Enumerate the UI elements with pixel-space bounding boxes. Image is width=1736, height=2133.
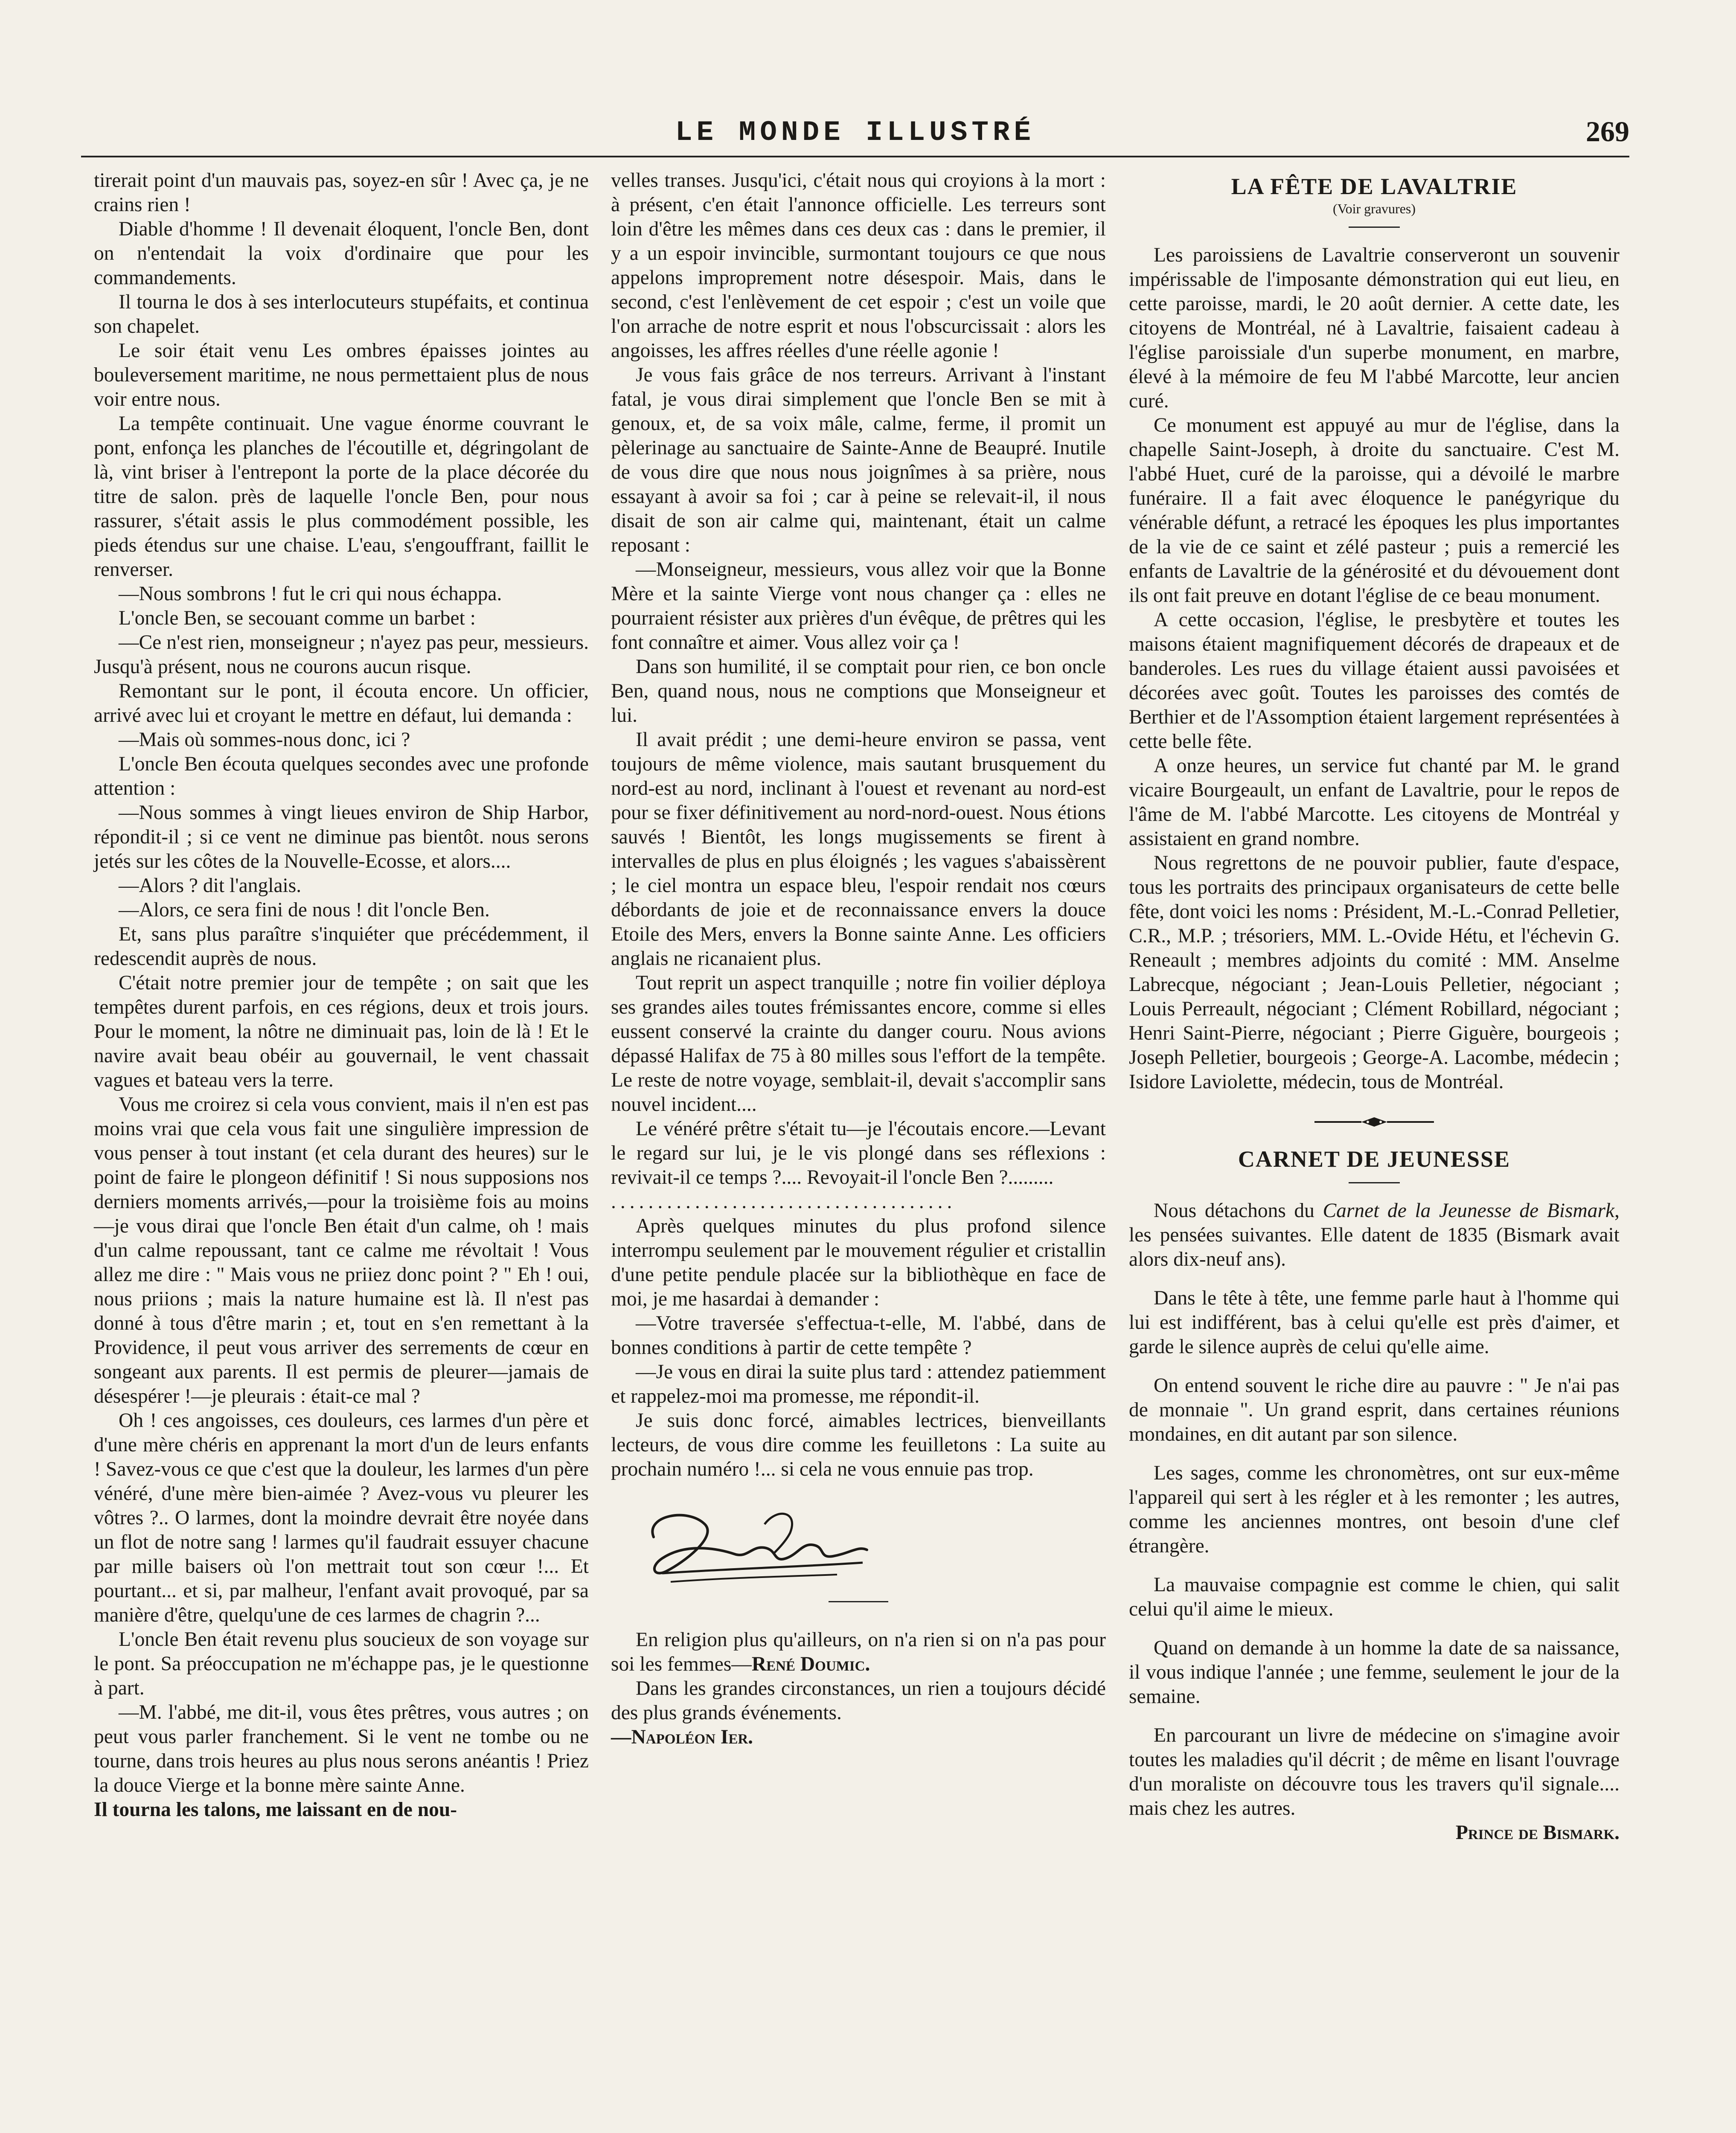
paragraph: La tempête continuait. Une vague énorme couvrant le pont, enfonça les planches de l'écoutille et, dégringolant de là, vint briser à l'entrepont la porte de la place décorée du titre de salon. près de laquelle l'oncle Ben, pour nous rassurer, s'était assis le plus commodément possible, les pieds étendus sur une chaise. L'eau, s'engouffrant, faillit le renverser. bbox=[94, 413, 589, 581]
column-1-last-line: Il tourna les talons, me laissant en de nou- bbox=[94, 1799, 457, 1821]
article-heading-lavaltrie: LA FÊTE DE LAVALTRIE bbox=[1231, 174, 1518, 199]
paragraph: Je suis donc forcé, aimables lectrices, bienveillants lecteurs, de vous dire comme les feuilletons : La suite au prochain numéro !... si cela ne vous ennuie pas trop. bbox=[611, 1409, 1106, 1480]
publication-title: LE MONDE ILLUSTRÉ bbox=[675, 116, 1035, 148]
column-3 bbox=[1129, 169, 1620, 1845]
paragraph: Les paroissiens de Lavaltrie conserveront un souvenir impérissable de l'imposante démonstration qui eut lieu, en cette paroisse, mardi, le 20 août dernier. A cette date, les citoyens de Montréal, né à Lavaltrie, faisaient cadeau à l'église paroissiale d'un superbe monument, en marbre, élevé à la mémoire de feu M l'abbé Marcotte, leur ancien curé. bbox=[1129, 244, 1620, 412]
column-2 bbox=[611, 169, 1106, 1749]
paragraph: Dans son humilité, il se comptait pour rien, ce bon oncle Ben, quand nous, nous ne comptions que Monseigneur et lui. bbox=[611, 656, 1106, 726]
paragraph: Il avait prédit ; une demi-heure environ se passa, vent toujours de même violence, mais sautant brusquement du nord-est au nord, inclinant à l'ouest et revenant au nord-est pour se fixer définitivement au nord-nord-ouest. Nous étions sauvés ! Bientôt, les longs mugissements se firent à intervalles de plus en plus éloignés ; les vagues s'abaissèrent ; le ciel montra un espace bleu, l'espoir rendait nos cœurs débordants de joie et de reconnaissance envers la douce Etoile des Mers, envers la Bonne sainte Anne. Les officiers anglais ne ricanaient plus. bbox=[611, 729, 1106, 970]
quote-doumic bbox=[611, 1628, 1106, 1677]
paragraph: —Nous sommes à vingt lieues environ de Ship Harbor, répondit-il ; si ce vent ne diminue pas bientôt. nous serons jetés sur les côtes de la Nouvelle-Ecosse, et alors.... bbox=[94, 802, 589, 872]
quote-napoleon bbox=[611, 1677, 1106, 1725]
page-number: 269 bbox=[1586, 115, 1629, 148]
bismark-thoughts bbox=[1129, 1286, 1620, 1821]
masthead bbox=[81, 109, 1629, 157]
article-subheading: (Voir gravures) bbox=[1332, 201, 1416, 216]
paragraph: A onze heures, un service fut chanté par M. le grand vicaire Bourgeault, un enfant de Lavaltrie, pour le repos de l'âme de M. l'abbé Marcotte. Les citoyens de Montréal y assistaient en grand nombre. bbox=[1129, 755, 1620, 850]
thought-item: En parcourant un livre de médecine on s'imagine avoir toutes les maladies qu'il décrit ; de même en lisant l'ouvrage d'un moraliste on découvre tous les travers qu'il signale.... mais chez les autres. bbox=[1129, 1724, 1620, 1819]
quote-doumic-author: René Doumic. bbox=[751, 1653, 870, 1675]
paragraph: Oh ! ces angoisses, ces douleurs, ces larmes d'un père et d'une mère chéris en apprenant la mort d'un de leurs enfants ! Savez-vous ce que c'est que la douleur, les larmes d'un père vénéré, d'une mère bien-aimée ? Avez-vous vu pleurer les vôtres ?.. O larmes, dont la moindre devrait être noyée dans un flot de notre sang ! larmes qu'il faudrait essuyer chacune par mille baisers où l'on mettrait tout son cœur !... Et pourtant... et si, par malheur, l'enfant avait provoqué, par sa manière d'être, quelqu'une de ces larmes de chagrin ?... bbox=[94, 1409, 589, 1626]
paragraph: —M. l'abbé, me dit-il, vous êtes prêtres, vous autres ; on peut vous parler franchement. Si le vent ne tombe ou ne tourne, dans trois heures au plus nous serons anéantis ! Priez la douce Vierge et la bonne mère sainte Anne. bbox=[94, 1701, 589, 1796]
column-2-text bbox=[611, 169, 1106, 1190]
paragraph: Nous regrettons de ne pouvoir publier, faute d'espace, tous les portraits des principaux organisateurs de cette belle fête, dont voici les noms : Président, M.-L.-Conrad Pelletier, C.R., M.P. ; trésoriers, MM. L.-Ovide Hétu, et l'échevin G. Reneault ; membres adjoints du comité : MM. Anselme Labrecque, négociant ; Jean-Louis Pelletier, négociant ; Louis Perreault, négociant ; Clément Robillard, négociant ; Henri Saint-Pierre, négociant ; Pierre Giguère, bourgeois ; Joseph Pelletier, bourgeois ; George-A. Lacombe, médecin ; Isidore Laviolette, médecin, tous de Montréal. bbox=[1129, 852, 1620, 1093]
quote-napoleon-author: —Napoléon Ier. bbox=[611, 1726, 753, 1748]
carnet-intro-title: Carnet de la Jeunesse de Bismark bbox=[1323, 1200, 1615, 1222]
paragraph: Je vous fais grâce de nos terreurs. Arrivant à l'instant fatal, je vous dirai simplement que l'oncle Ben se mit à genoux, et, de sa voix mâle, calme, ferme, il promit un pèlerinage au sanctuaire de Sainte-Anne de Beaupré. Inutile de vous dire que nous nous joignîmes à sa prière, nous essayant à avoir sa foi ; car à peine se relevait-il, il nous disait de son air calme qui, maintenant, était un calme reposant : bbox=[611, 364, 1106, 556]
column-1-text bbox=[94, 169, 589, 1798]
carnet-intro bbox=[1129, 1199, 1620, 1272]
lavaltrie-article-text bbox=[1129, 243, 1620, 1094]
paragraph: —Je vous en dirai la suite plus tard : attendez patiemment et rappelez-moi ma promesse, me répondit-il. bbox=[611, 1361, 1106, 1407]
paragraph: L'oncle Ben écouta quelques secondes avec une profonde attention : bbox=[94, 753, 589, 799]
paragraph: L'oncle Ben, se secouant comme un barbet : bbox=[119, 607, 476, 629]
paragraph: Après quelques minutes du plus profond silence interrompu seulement par le mouvement régulier et cristallin d'une petite pendule placée sur la bibliothèque en face de moi, je me hasardai à demander : bbox=[611, 1215, 1106, 1310]
quote-napoleon-text: Dans les grandes circonstances, un rien a toujours décidé des plus grands événements. bbox=[611, 1677, 1106, 1724]
thought-item: Dans le tête à tête, une femme parle haut à l'homme qui lui est indifférent, bas à celui qu'elle est près d'aimer, et garde le silence auprès de celui qu'elle aime. bbox=[1129, 1287, 1620, 1358]
short-rule bbox=[1349, 1182, 1400, 1183]
paragraph: Le vénéré prêtre s'était tu—je l'écoutais encore.—Levant le regard sur lui, je le vis plongé dans ses réflexions : revivait-il ce temps ?.... Revoyait-il l'oncle Ben ?......... bbox=[611, 1118, 1106, 1189]
paragraph: A cette occasion, l'église, le presbytère et toutes les maisons étaient magnifiquement décorés de drapeaux et de banderoles. Les rues du village étaient aussi pavoisées et décorées avec goût. Toutes les paroisses des comtés de Berthier et de l'Assomption étaient largement représentées à cette belle fête. bbox=[1129, 609, 1620, 753]
paragraph: tirerait point d'un mauvais pas, soyez-en sûr ! Avec ça, je ne crains rien ! bbox=[94, 169, 589, 216]
paragraph: —Ce n'est rien, monseigneur ; n'ayez pas peur, messieurs. Jusqu'à présent, nous ne courons aucun risque. bbox=[94, 631, 589, 678]
paragraph: Diable d'homme ! Il devenait éloquent, l'oncle Ben, dont on n'entendait la voix d'ordinaire que pour les commandements. bbox=[94, 218, 589, 289]
quote-doumic-text: En religion plus qu'ailleurs, on n'a rien si on n'a pas pour soi les femmes— bbox=[611, 1629, 1106, 1675]
ellipsis-divider: ..................................... bbox=[611, 1191, 957, 1213]
short-rule bbox=[1349, 227, 1400, 228]
paragraph: Tout reprit un aspect tranquille ; notre fin voilier déploya ses grandes ailes toutes frémissantes encore, comme si elles eussent conservé la crainte du danger couru. Nous avions dépassé Halifax de 75 à 80 milles sous l'effort de la tempête. Le reste de notre voyage, semblait-il, devait s'accomplir sans nouvel incident.... bbox=[611, 972, 1106, 1116]
paragraph: Le soir était venu Les ombres épaisses jointes au bouleversement maritime, ne nous permettaient plus de nous voir entre nous. bbox=[94, 340, 589, 410]
paragraph: —Monseigneur, messieurs, vous allez voir que la Bonne Mère et la sainte Vierge vont nous changer ça : elles ne pourraient résister aux prières d'un évêque, de prêtres qui les font connaître et aimer. Vous allez voir ça ! bbox=[611, 558, 1106, 654]
paragraph: Remontant sur le pont, il écouta encore. Un officier, arrivé avec lui et croyant le mettre en défaut, lui demanda : bbox=[94, 680, 589, 726]
thought-item: Quand on demande à un homme la date de sa naissance, il vous indique l'année ; une femme, seulement le jour de la semaine. bbox=[1129, 1637, 1620, 1708]
thought-item: Les sages, comme les chronomètres, ont sur eux-même l'appareil qui sert à les régler et à les remonter ; les autres, comme les anciennes montres, ont besoin d'une clef étrangère. bbox=[1129, 1462, 1620, 1557]
thought-item: On entend souvent le riche dire au pauvre : " Je n'ai pas de monnaie ". Un grand esprit, dans certaines réunions mondaines, en dit autant par son silence. bbox=[1129, 1375, 1620, 1445]
carnet-intro-text: Nous détachons du bbox=[1154, 1200, 1323, 1222]
ornament-divider-icon bbox=[1310, 1116, 1438, 1128]
paragraph: velles transes. Jusqu'ici, c'était nous qui croyions à la mort : à présent, c'en était l'annonce officielle. Les terreurs sont loin d'être les mêmes dans ces deux cas : dans le premier, il y a un espoir invincible, surmontant toujours ce que nous appelons improprement notre désespoir. Mais, dans le second, c'est l'enlèvement de cet espoir ; c'est un voile que l'on arrache de notre esprit et nous l'obscurcissait : alors les angoisses, les affres réelles d'une réelle agonie ! bbox=[611, 169, 1106, 362]
short-rule bbox=[829, 1601, 888, 1602]
paragraph: Vous me croirez si cela vous convient, mais il n'en est pas moins vrai que cela vous fait une singulière impression de vous penser à tout instant (et cela durant des heures) sur le point de faire le plongeon définitif ! Si nous supposions nos derniers moments arrivés,—pour la troisième fois au moins—je vous dirai que l'oncle Ben était d'un calme, oh ! mais d'un calme repoussant, tant ce calme me révoltait ! Vous allez me dire : " Mais vous ne priiez donc point ? " Eh ! oui, nous priions ; mais la nature humaine est là. Il n'est pas donné à tous d'être marin ; et, tout en s'en remettant à la Providence, il peut vous arriver des serrements de cœur en songeant aux parents. Il est permis de pleurer—jamais de désespérer !—je pleurais : était-ce mal ? bbox=[94, 1093, 589, 1407]
carnet-intro-text-end: , les pensées suivantes. Elle datent de 1835 (Bismark avait alors dix-neuf ans). bbox=[1129, 1200, 1620, 1270]
column-1 bbox=[94, 169, 589, 1822]
paragraph: —Nous sombrons ! fut le cri qui nous échappa. bbox=[119, 583, 502, 605]
paragraph: Ce monument est appuyé au mur de l'église, dans la chapelle Saint-Joseph, à droite du sanctuaire. C'est M. l'abbé Huet, curé de la paroisse, qui a dévoilé le marbre funéraire. Il a fait avec éloquence le panégyrique du vénérable défunt, a retracé les époques les plus importantes de la vie de ce saint et zélé pasteur ; puis a remercié les enfants de Lavaltrie de la générosité et du dévouement dont ils ont fait preuve en dotant l'église de ce beau monument. bbox=[1129, 414, 1620, 607]
paragraph: Il tourna le dos à ses interlocuteurs stupéfaits, et continua son chapelet. bbox=[94, 291, 589, 337]
article-heading-carnet: CARNET DE JEUNESSE bbox=[1238, 1146, 1511, 1172]
thought-item: La mauvaise compagnie est comme le chien, qui salit celui qu'il aime le mieux. bbox=[1129, 1574, 1620, 1620]
paragraph: —Alors, ce sera fini de nous ! dit l'oncle Ben. bbox=[119, 899, 490, 921]
paragraph: C'était notre premier jour de tempête ; on sait que les tempêtes durent parfois, en ces régions, deux et trois jours. Pour le moment, la nôtre ne diminuait pas, loin de là ! Et le navire avait beau obéir au gouvernail, le vent chassait vagues et bateau vers la terre. bbox=[94, 972, 589, 1091]
paragraph: —Alors ? dit l'anglais. bbox=[119, 875, 302, 897]
paragraph: L'oncle Ben était revenu plus soucieux de son voyage sur le pont. Sa préoccupation ne m'échappe pas, je le questionne à part. bbox=[94, 1628, 589, 1699]
paragraph: —Votre traversée s'effectua-t-elle, M. l'abbé, dans de bonnes conditions à partir de cette tempête ? bbox=[611, 1312, 1106, 1359]
signature-icon bbox=[637, 1499, 875, 1588]
column-2-text-continued bbox=[611, 1214, 1106, 1482]
paragraph: Et, sans plus paraître s'inquiéter que précédemment, il redescendit auprès de nous. bbox=[94, 923, 589, 970]
paragraph: —Mais où sommes-nous donc, ici ? bbox=[119, 729, 410, 751]
bismark-author: Prince de Bismark. bbox=[1455, 1822, 1620, 1844]
